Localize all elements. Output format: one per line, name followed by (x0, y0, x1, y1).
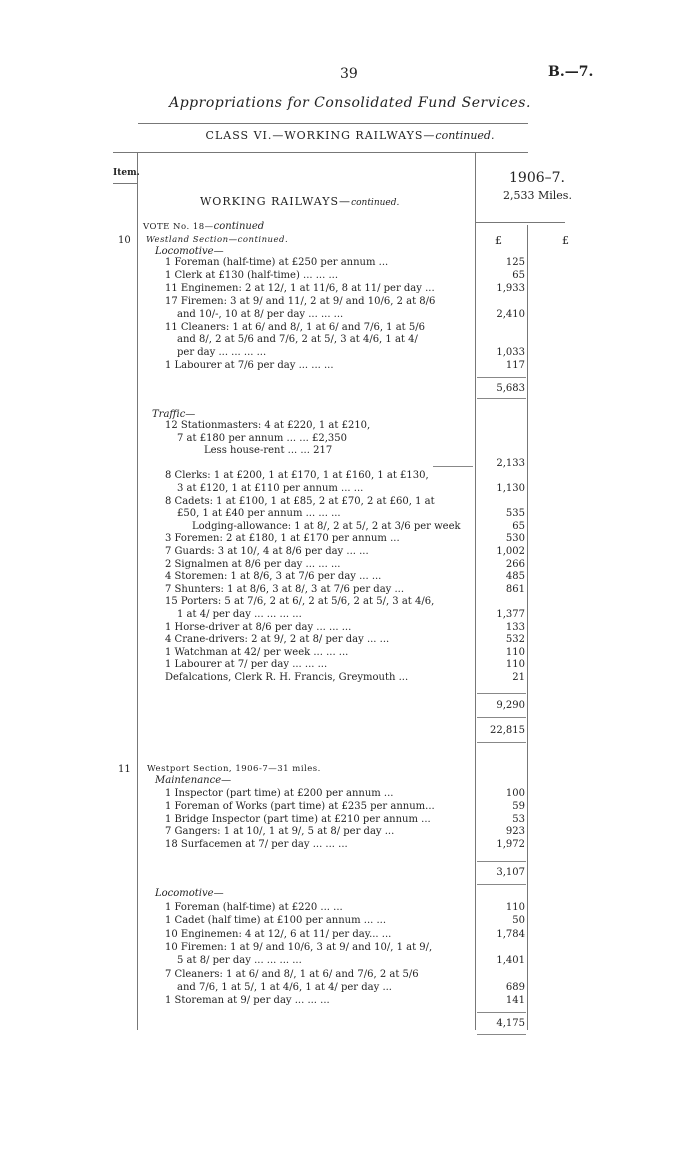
line-item-value: 110 (505, 902, 525, 913)
line-item-text: 4 Storemen: 1 at 8/6, 3 at 7/6 per day ... ... (165, 571, 382, 583)
item-column-header: Item. (113, 168, 140, 178)
subtotal-rule (477, 377, 526, 378)
item-column-divider (137, 152, 138, 1030)
line-item-value: 1,377 (496, 609, 525, 620)
line-item-text: 17 Firemen: 3 at 9/ and 11/, 2 at 9/ and 10/6, 2 at 8/6 (165, 295, 436, 307)
line-item-value: 50 (512, 915, 525, 927)
line-item-text: £50, 1 at £40 per annum ... ... ... (177, 508, 341, 520)
line-item-text: 8 Cadets: 1 at £100, 1 at £85, 2 at £70, 2 at £60, 1 at (165, 495, 435, 507)
section-title-text: Westland Section—continued. (146, 235, 289, 245)
line-item-value: 59 (512, 800, 525, 812)
line-item-text: 1 Clerk at £130 (half-time) ... ... ... (165, 269, 339, 281)
section-total-rule (477, 742, 526, 743)
class-title (0, 129, 700, 142)
section-heading-continued: continued. (351, 198, 400, 208)
line-item-text: and 10/-, 10 at 8/ per day ... ... ... (177, 308, 344, 320)
line-item-text: 15 Porters: 5 at 7/6, 2 at 6/, 2 at 5/6, 2 at 5/, 3 at 4/6, (165, 596, 435, 608)
class-title-continued: continued. (435, 129, 495, 142)
vote-continued: continued (213, 221, 265, 232)
subtotal-rule (477, 398, 526, 399)
miles-subheader: 2,533 Miles. (503, 189, 572, 202)
line-item-value: 1,933 (496, 282, 525, 294)
line-item-text: 10 Firemen: 1 at 9/ and 10/6, 3 at 9/ and 10/, 1 at 9/, (165, 941, 433, 953)
section-heading-text: WORKING RAILWAYS— (200, 195, 352, 208)
subtotal-value: 9,290 (496, 700, 525, 711)
line-item-text: and 8/, 2 at 5/6 and 7/6, 2 at 5/, 3 at 4/6, 1 at 4/ (177, 334, 418, 346)
section-title (146, 234, 288, 246)
page-title: Appropriations for Consolidated Fund Services. (169, 95, 531, 111)
line-item-text: 1 Foreman (half-time) at £250 per annum ... (165, 257, 389, 268)
line-item-text: Defalcations, Clerk R. H. Francis, Greymouth ... (165, 672, 409, 683)
line-item-text: 7 Gangers: 1 at 10/, 1 at 9/, 5 at 8/ per day ... (165, 826, 395, 838)
vote-text: VOTE No. 18— (143, 222, 214, 232)
line-item-value: 1,002 (496, 546, 525, 557)
line-item-value: 1,401 (496, 955, 525, 967)
subtotal-rule (477, 884, 526, 885)
group-heading: Traffic— (152, 409, 196, 420)
line-item-text: 1 Labourer at 7/6 per day ... ... ... (165, 360, 334, 372)
line-item-text: 3 Foremen: 2 at £180, 1 at £170 per annum ... (165, 533, 400, 545)
year-header-rule (475, 222, 565, 223)
table-top-rule (113, 152, 528, 153)
line-item-value: 133 (505, 621, 525, 633)
line-item-text: 1 Foreman (half-time) at £220 ... ... (165, 902, 343, 913)
item-number: 11 (118, 764, 131, 775)
subtotal-rule (477, 1034, 526, 1035)
line-item-value: 689 (505, 981, 525, 993)
document-reference: B.—7. (548, 64, 594, 80)
line-item-value: 141 (505, 995, 525, 1007)
line-item-text: 7 Guards: 3 at 10/, 4 at 8/6 per day ... ... (165, 546, 369, 557)
group-heading: Locomotive— (155, 246, 224, 257)
line-item-value: 923 (505, 826, 525, 838)
line-item-value: 1,033 (496, 347, 525, 359)
line-item-value: 117 (505, 360, 525, 372)
line-item-value: 530 (505, 533, 525, 545)
line-item-text: 1 Bridge Inspector (part time) at £210 per annum ... (165, 813, 431, 825)
line-item-text: Less house-rent ... ... 217 (204, 445, 333, 457)
line-item-text: 1 at 4/ per day ... ... ... ... (177, 609, 302, 620)
group-heading: Maintenance— (155, 775, 232, 786)
line-item-text: 1 Watchman at 42/ per week ... ... ... (165, 646, 349, 658)
line-item-text: per day ... ... ... ... (177, 347, 267, 359)
line-item-text: 12 Stationmasters: 4 at £220, 1 at £210, (165, 420, 371, 431)
less-rule (433, 466, 473, 467)
line-item-value: 100 (505, 788, 525, 799)
line-item-value: 125 (505, 257, 525, 268)
line-item-text: 11 Cleaners: 1 at 6/ and 8/, 1 at 6/ and 7/6, 1 at 5/6 (165, 321, 425, 333)
line-item-text: 1 Storeman at 9/ per day ... ... ... (165, 995, 330, 1007)
line-item-value: 2,133 (496, 457, 525, 469)
line-item-text: 18 Surfacemen at 7/ per day ... ... ... (165, 839, 348, 851)
subtotal-rule (477, 1012, 526, 1013)
line-item-text: 5 at 8/ per day ... ... ... ... (177, 955, 302, 967)
line-item-value: 266 (505, 558, 525, 570)
line-item-value: 1,130 (496, 483, 525, 494)
line-item-value: 53 (512, 813, 525, 825)
title-rule (138, 123, 528, 124)
page-number: 39 (340, 66, 358, 82)
line-item-text: 2 Signalmen at 8/6 per day ... ... ... (165, 558, 341, 570)
line-item-value: 1,784 (496, 928, 525, 940)
line-item-value: 1,972 (496, 839, 525, 851)
line-item-value: 485 (505, 571, 525, 583)
line-item-text: 1 Foreman of Works (part time) at £235 per annum... (165, 800, 435, 812)
line-item-value: 110 (505, 659, 525, 671)
vote-label (143, 221, 264, 233)
subtotal-rule (477, 693, 526, 694)
line-item-text: 11 Enginemen: 2 at 12/, 1 at 11/6, 8 at 11/ per day ... (165, 282, 435, 294)
section-heading (200, 195, 399, 208)
section-title: Westport Section, 1906-7—31 miles. (147, 764, 321, 774)
section-total-value: 22,815 (490, 725, 525, 736)
subtotal-rule (477, 717, 526, 718)
line-item-text: 1 Horse-driver at 8/6 per day ... ... ... (165, 621, 352, 633)
line-item-text: 7 at £180 per annum ... ... £2,350 (177, 432, 347, 444)
item-number: 10 (118, 235, 131, 246)
line-item-value: 532 (505, 634, 525, 646)
pound-sign: £ (562, 234, 569, 247)
second-column-divider (527, 225, 528, 1030)
subtotal-rule (477, 861, 526, 862)
group-heading: Locomotive— (155, 888, 224, 899)
line-item-text: 7 Shunters: 1 at 8/6, 3 at 8/, 3 at 7/6 per day ... (165, 583, 405, 595)
subtotal-value: 4,175 (496, 1018, 525, 1029)
line-item-text: 4 Crane-drivers: 2 at 9/, 2 at 8/ per day ... ... (165, 634, 390, 646)
line-item-text: Lodging-allowance: 1 at 8/, 2 at 5/, 2 at 3/6 per week (192, 520, 461, 532)
line-item-text: 10 Enginemen: 4 at 12/, 6 at 11/ per day... ... (165, 928, 392, 940)
pound-sign: £ (495, 234, 502, 247)
subtotal-value: 3,107 (496, 867, 525, 878)
line-item-text: 1 Inspector (part time) at £200 per annum ... (165, 788, 394, 799)
line-item-value: 65 (512, 520, 525, 532)
subtotal-value: 5,683 (496, 383, 525, 394)
line-item-text: and 7/6, 1 at 5/, 1 at 4/6, 1 at 4/ per day ... (177, 981, 392, 993)
line-item-value: 110 (505, 646, 525, 658)
line-item-text: 7 Cleaners: 1 at 6/ and 8/, 1 at 6/ and 7/6, 2 at 5/6 (165, 968, 419, 980)
line-item-value: 21 (512, 672, 525, 683)
line-item-text: 1 Labourer at 7/ per day ... ... ... (165, 659, 328, 671)
item-header-rule (113, 183, 137, 184)
line-item-value: 861 (505, 583, 525, 595)
class-title-text: CLASS VI.—WORKING RAILWAYS— (205, 129, 436, 142)
line-item-text: 8 Clerks: 1 at £200, 1 at £170, 1 at £160, 1 at £130, (165, 470, 429, 482)
year-column-header: 1906–7. (509, 170, 565, 186)
line-item-value: 2,410 (496, 308, 525, 320)
line-item-text: 3 at £120, 1 at £110 per annum ... ... (177, 483, 364, 494)
line-item-value: 535 (505, 508, 525, 520)
line-item-text: 1 Cadet (half time) at £100 per annum ... ... (165, 915, 387, 927)
line-item-value: 65 (512, 269, 525, 281)
